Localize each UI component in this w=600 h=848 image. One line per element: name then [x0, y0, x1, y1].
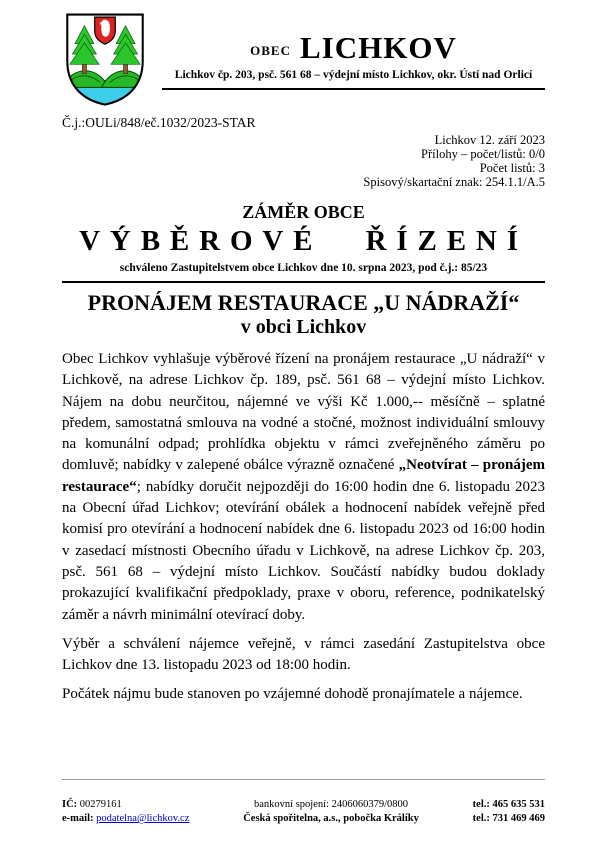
- paragraph-2: Výběr a schválení nájemce veřejně, v rámci zasedání Zastupitelstva obce Lichkov dne 13. listopadu 2023 od 18:00 hodin.: [62, 635, 545, 674]
- letterhead: [62, 12, 545, 108]
- org-address: Lichkov čp. 203, psč. 561 68 – výdejní místo Lichkov, okr. Ústí nad Orlicí: [174, 69, 533, 81]
- main-title: VÝBĚROVÉ ŘÍZENÍ: [79, 225, 528, 257]
- meta-place-date: Lichkov 12. září 2023: [434, 133, 545, 147]
- footer-right: [473, 798, 545, 826]
- bank-connection: bankovní spojení: 2406060379/0800: [254, 799, 409, 811]
- separator-rule: [62, 281, 545, 283]
- subject-line-1: PRONÁJEM RESTAURACE „U NÁDRAŽÍ“: [87, 290, 520, 315]
- ic-value: 00279161: [79, 799, 122, 811]
- meta-attachments: Přílohy – počet/listů: 0/0: [421, 147, 545, 161]
- file-number: Č.j.:OULi/848/eč.1032/2023-STAR: [62, 115, 256, 130]
- letterhead-text: [162, 30, 545, 90]
- meta-sheet-count: Počet listů: 3: [479, 161, 545, 175]
- footer-email-line: [62, 812, 189, 826]
- paragraph-3: Počátek nájmu bude stanoven po vzájemné dohodě pronajímatele a nájemce.: [62, 686, 523, 703]
- approval-note: schváleno Zastupitelstvem obce Lichkov dne 10. srpna 2023, pod č.j.: 85/23: [119, 262, 488, 274]
- bank-name: Česká spořitelna, a.s., pobočka Králíky: [243, 813, 419, 825]
- envelope-marking: „Neotvírat – pronájem restaurace“: [62, 457, 545, 495]
- footer-left: [62, 798, 189, 826]
- title-kicker: ZÁMĚR OBCE: [242, 202, 365, 222]
- footer-ic-line: [62, 798, 189, 812]
- footer: [62, 779, 545, 826]
- org-prefix: OBEC: [250, 43, 291, 58]
- ic-label: IČ:: [62, 799, 78, 811]
- meta-filing-mark: Spisový/skartační znak: 254.1.1/A.5: [363, 175, 545, 189]
- email-label: e-mail:: [62, 813, 94, 825]
- body-text: [62, 349, 545, 706]
- org-name: LICHKOV: [299, 30, 457, 65]
- coat-of-arms-icon: [62, 12, 148, 108]
- email-link[interactable]: podatelna@lichkov.cz: [96, 813, 190, 825]
- paragraph-1-rest: ; nabídky doručit nejpozději do 16:00 hodin dne 6. listopadu 2023 na Obecní úřad Lichkov; otevírání obálek a hodnocení nabídek veřejně před komisí pro otevírání a hodnocení nabídek dne 6. listopadu 2023 od 16:00 hodin v zasedací místnosti Obecního úřadu v Lichkově, na adrese Lichkov čp. 203, psč. 561 68 – výdejní místo Lichkov. Součástí nabídky budou doklady prokazující kvalifikační předpoklady, praxe v oboru, reference, podnikatelský záměr a návrh minimální otevírací doby.: [62, 478, 545, 623]
- phone-2: tel.: 731 469 469: [472, 813, 545, 825]
- meta-block: [62, 133, 545, 189]
- subject-line-2: v obci Lichkov: [240, 316, 367, 338]
- paragraph-1-lead: Obec Lichkov vyhlašuje výběrové řízení na pronájem restaurace „U nádraží“ v Lichkově, na adrese Lichkov čp. 189, psč. 561 68 – výdejní místo Lichkov. Nájem na dobu neurčitou, nájemné ve výši Kč 1.000,-- měsíčně – splatné předem, samostatná smlouva na vodné a stočné, možnost individuální smlouvy na komunální odpad; prohlídka objektu v rámci zveřejněného záměru po domluvě; nabídky v zalepené obálce výrazně označené: [62, 351, 545, 474]
- org-title: [162, 30, 545, 66]
- footer-middle: [243, 798, 419, 826]
- phone-1: tel.: 465 635 531: [472, 799, 545, 811]
- paragraph-1: [62, 349, 545, 626]
